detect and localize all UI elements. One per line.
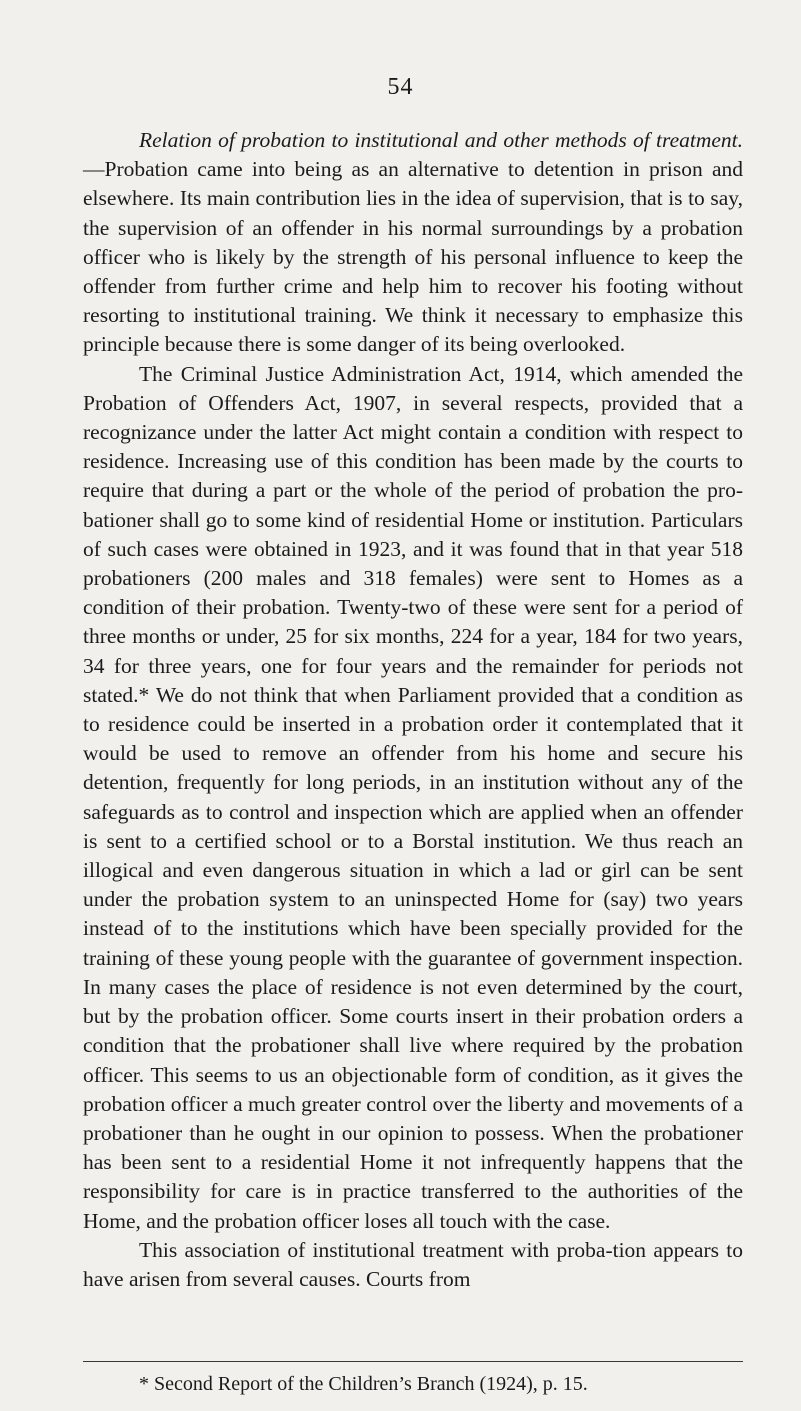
paragraph-1-text: —Probation came into being as an alternative to detention in prison and elsewhere. Its main contribution lies in the idea of supervision, that is to say, the supervision of an offender in his normal surroundings by a probation officer who is likely by the strength of his personal influence to keep the offender from further crime and help him to recover his footing without resorting to institutional training. We think it necessary to emphasize this principle because there is some danger of its being overlooked. — [83, 157, 743, 357]
section-heading: Relation of probation to institutional and other methods of treatment. — [139, 128, 743, 152]
footnote: * Second Report of the Children’s Branch (1924), p. 15. — [139, 1373, 588, 1395]
paragraph-3: This association of institutional treatment with proba-tion appears to have arisen from several causes. Courts from — [83, 1237, 743, 1291]
paragraph-2: The Criminal Justice Administration Act, 1914, which amended the Probation of Offenders Act, 1907, in several respects, provided that a recognizance under the latter Act might contain a condition with respect to residence. Increasing use of this condition has been made by the courts to require that during a part or the whole of the period of probation the pro-bationer shall go to some kind of residential Home or institution. Particulars of such cases were obtained in 1923, and it was found that in that year 518 probationers (200 males and 318 females) were sent to Homes as a condition of their probation. Twenty-two of these were sent for a period of three months or under, 25 for six months, 224 for a year, 184 for two years, 34 for three years, one for four years and the remainder for periods not stated.* We do not think that when Parliament provided that a condition as to residence could be inserted in a probation order it contemplated that it would be used to remove an offender from his home and secure his detention, frequently for long periods, in an institution without any of the safeguards as to control and inspection which are applied when an offender is sent to a certified school or to a Borstal institution. We thus reach an illogical and even dangerous situation in which a lad or girl can be sent under the probation system to an uninspected Home for (say) two years instead of to the institutions which have been specially provided for the training of these young people with the guarantee of government inspection. In many cases the place of residence is not even determined by the court, but by the probation officer. Some courts insert in their probation orders a condition that the probationer shall live where required by the probation officer. This seems to us an objectionable form of condition, as it gives the probation officer a much greater control over the liberty and movements of a probationer than he ought in our opinion to possess. When the probationer has been sent to a residential Home it not infrequently happens that the responsibility for care is in practice transferred to the authorities of the Home, and the probation officer loses all touch with the case. — [83, 361, 743, 1233]
page-number: 54 — [387, 74, 414, 100]
body-text — [83, 126, 743, 1294]
footnote-divider — [83, 1361, 743, 1362]
paragraph-1 — [83, 126, 743, 360]
